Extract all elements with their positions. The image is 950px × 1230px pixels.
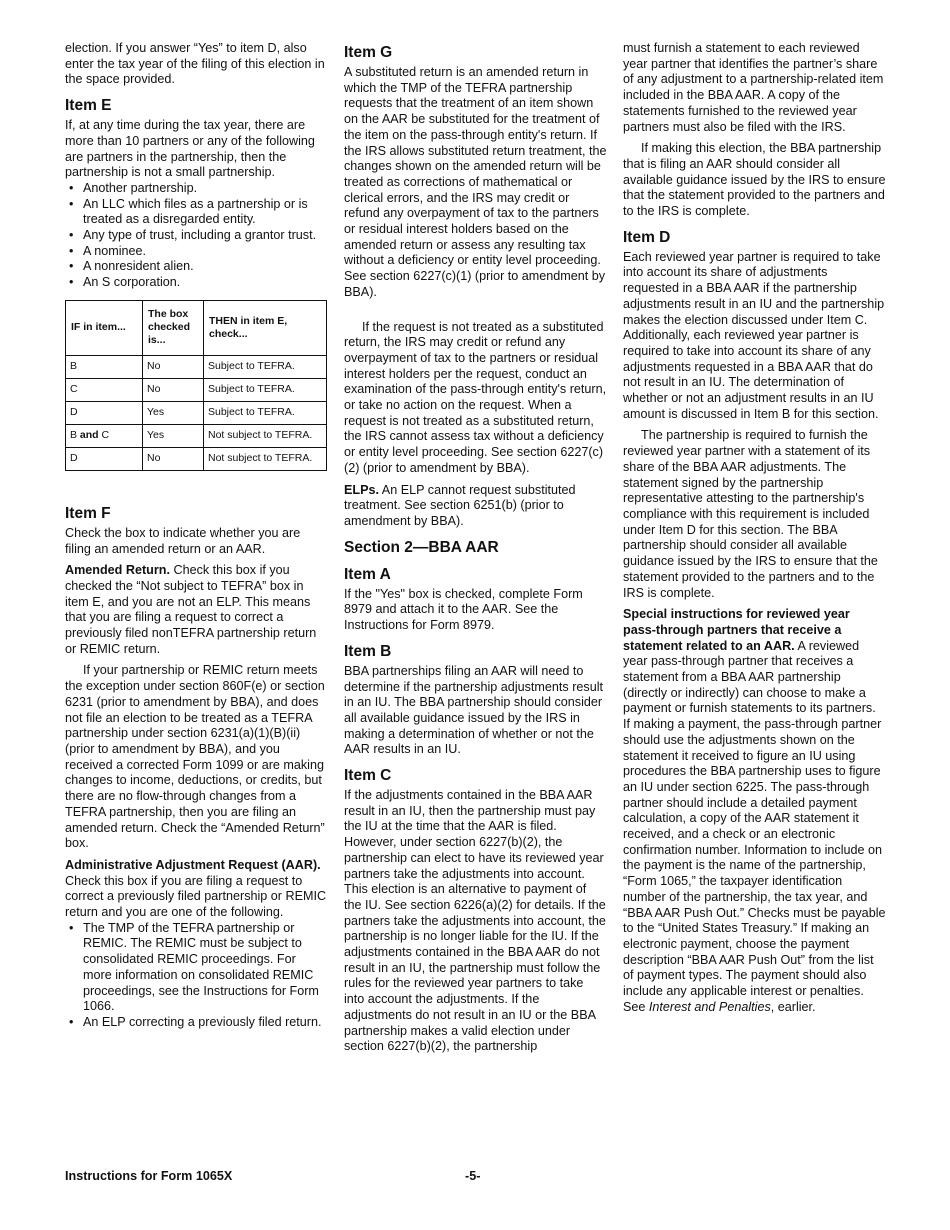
paragraph-special-instructions: Special instructions for reviewed year pass-through partners that receive a statement related to an AAR. A reviewed year pass-through partner that receives a statement from a BBA AAR partnership (directly or indirectly) can choose to make a payment or furnish statements to its partners. If making a payment, the pass-through partner should use the adjustments shown on the statement it received to figure an IU using procedures the BBA partnership uses to figure an IU under section 6225. The pass-through partner should include a detailed payment calculation, a copy of the AAR statement it received, and a check or an electronic confirmation number. Information to include on the payment is the name of the partnership, “Form 1065,” the taxpayer identification number of the partnership, the tax year, and “BBA AAR Push Out.” Checks must be payable to the “United States Treasury.” If making an electronic payment, choose the payment description “BBA AAR Push Out” from the list of payment types. The payment should also include any applicable interest or penalties. See Interest and Penalties, earlier. [623, 607, 886, 1014]
bullet-item: • A nominee. [65, 244, 327, 260]
table-cell: C [66, 378, 143, 401]
heading-item-g: Item G [344, 44, 393, 61]
paragraph: Check the box to indicate whether you are filing an amended return or an AAR. [65, 525, 301, 556]
column-right [623, 41, 886, 1021]
heading-item-a: Item A [344, 565, 391, 583]
table-cell: D [66, 401, 143, 424]
table-cell: No [143, 378, 204, 401]
heading-item-f: Item F [65, 504, 111, 522]
paragraph: If your partnership or REMIC return meets the exception under section 860F(e) or section 6231 (prior to amendment by BBA), and does not file an election to be treated as a TEFRA partnership under section 6231(a)(1)(B)(ii) (prior to amendment by BBA), and you received a corrected Form 1099 or are making changes to income, deductions, or credits, but there are no flow-through changes from a TEFRA partnership, then you are filing an amended return. Check the “Amended Return” box. [65, 663, 325, 851]
table-header-row [66, 300, 327, 355]
table-cell: Yes [143, 424, 204, 447]
paragraph: Each reviewed year partner is required to take into account its share of adjustments requested in a BBA AAR if the partnership adjustments result in an IU and the partnership makes the election discussed under Item C. Additionally, each reviewed year partner is required to take into account its share of any adjustments requested in a BBA AAR that do not result in an IU. The determination of whether or not an adjustment results in an IU amount is discussed in Item B for this section. [623, 249, 885, 421]
table-cell: Yes [143, 401, 204, 424]
table-row [66, 401, 327, 424]
table-cell: B [66, 355, 143, 378]
table-cell: Not subject to TEFRA. [204, 447, 327, 470]
paragraph: If, at any time during the tax year, there are more than 10 partners or any of the following are partners in the partnership, then the partnership is not a small partnership. [65, 118, 315, 180]
paragraph: If the "Yes" box is checked, complete Form 8979 and attach it to the AAR. See the Instructions for Form 8979. [344, 586, 583, 633]
bullet-item: • An LLC which files as a partnership or is treated as a disregarded entity. [65, 197, 327, 228]
paragraph: BBA partnerships filing an AAR will need to determine if the partnership adjustments result in an IU. The BBA partnership should consider all available guidance issued by the IRS in making a determination of whether or not the AAR results in an IU. [344, 663, 604, 757]
bullet-item: • An S corporation. [65, 275, 327, 291]
table-cell: No [143, 447, 204, 470]
bullet-item: • Another partnership. [65, 181, 327, 197]
bullet-item: • An ELP correcting a previously filed return. [65, 1015, 327, 1031]
bullet-item: • The TMP of the TEFRA partnership or REMIC. The REMIC must be subject to consolidated REMIC proceedings. For more information on consolidated REMIC proceedings, see the Instructions for Form 1066. [65, 921, 327, 1015]
column-left [65, 41, 327, 1031]
bullet-list [65, 181, 327, 291]
table-cell: Not subject to TEFRA. [204, 424, 327, 447]
bullet-item: • A nonresident alien. [65, 259, 327, 275]
table-header: THEN in item E, check... [204, 300, 327, 355]
bullet-item: • Any type of trust, including a grantor trust. [65, 228, 327, 244]
footer-form-title: Instructions for Form 1065X [65, 1169, 233, 1183]
table-header: IF in item... [66, 300, 143, 355]
paragraph: If the request is not treated as a substituted return, the IRS may credit or refund any overpayment of tax to the partners or residual interest holders per the request, conduct an examination of the pass-through entity's return, or take no action on the request. When a request is not treated as a substituted return, the IRS cannot assess tax without a deficiency or entity level proceeding. See section 6227(c)(2) (prior to amendment by BBA). [344, 319, 607, 475]
table-row [66, 378, 327, 401]
table-cell: Subject to TEFRA. [204, 355, 327, 378]
paragraph: must furnish a statement to each reviewed year partner that identifies the partner’s share of any adjustment to a partnership-related item included in the BBA AAR. A copy of the statements furnished to the reviewed year partners must also be filed with the IRS. [623, 41, 884, 134]
table-cell: Subject to TEFRA. [204, 401, 327, 424]
heading-item-e: Item E [65, 97, 112, 115]
paragraph-elps: ELPs. An ELP cannot request substituted treatment. See section 6251(b) (prior to amendment by BBA). [344, 482, 576, 528]
table-row [66, 355, 327, 378]
table-cell: D [66, 447, 143, 470]
heading-item-d: Item D [623, 228, 671, 246]
paragraph: If making this election, the BBA partnership that is filing an AAR should consider all available guidance issued by the IRS to ensure that the statement provided to the partners and to the IRS is complete. [623, 141, 886, 219]
table-row [66, 447, 327, 470]
table-cell: B and C [66, 424, 143, 447]
table-row [66, 424, 327, 447]
tefra-table [65, 300, 327, 471]
paragraph: election. If you answer “Yes” to item D, also enter the tax year of the filing of this election in the space provided. [65, 41, 325, 87]
heading-item-c: Item C [344, 767, 392, 785]
column-middle [344, 41, 607, 1061]
table-header: The box checked is... [143, 300, 204, 355]
paragraph: The partnership is required to furnish the reviewed year partner with a statement of its share of the BBA AAR adjustments. The statement signed by the partnership representative attesting to the partnership's compliance with this requirement is included under Item D for this section. The BBA partnership should consider all available guidance issued by the IRS to ensure that the statement provided to the partners and to the IRS is complete. [623, 428, 878, 600]
heading-item-b: Item B [344, 642, 392, 660]
footer-page-number: -5- [465, 1169, 481, 1183]
table-cell: Subject to TEFRA. [204, 378, 327, 401]
table-cell: No [143, 355, 204, 378]
paragraph-aar: Administrative Adjustment Request (AAR). Check this box if you are filing a request to correct a previously filed partnership or REMIC return and you are one of the following. [65, 857, 327, 920]
paragraph: If the adjustments contained in the BBA AAR result in an IU, then the partnership must pay the IU at the time that the AAR is filed. However, under section 6227(b)(2), the partnership can elect to have its reviewed year partners take the adjustments into account. This election is an alternative to payment of the IU. See section 6226(a)(2) for details. If the partners take the adjustments into account, the partnership is no longer liable for the IU. If the adjustments contained in the BBA AAR do not result in an IU, the partnership must follow the rules for the reviewed year partners to take into account the adjustments. If the adjustments do not result in an IU or the BBA partnership makes a valid election under section 6227(b)(2), the partnership [344, 788, 606, 1054]
paragraph-amended-return: Amended Return. Check this box if you checked the “Not subject to TEFRA” box in item E, and you are not an ELP. This means that you are filing a request to correct a previously filed nonTEFRA partnership return or REMIC return. [65, 563, 317, 656]
heading-section-2: Section 2—BBA AAR [344, 538, 499, 556]
paragraph: A substituted return is an amended return in which the TMP of the TEFRA partnership requests that the treatment of an item shown on the AAR be substituted for the treatment of the item on the pass-through entity's return. If the IRS allows substituted return treatment, the changes shown on the amended return will be treated as corrections of mathematical or clerical errors, and the IRS may credit or refund any overpayment of tax to the partners or residual interest holders based on the amended return or assess any resulting tax without a deficiency or entity level proceeding. See section 6227(c)(1) (prior to amendment by BBA). [344, 65, 607, 299]
